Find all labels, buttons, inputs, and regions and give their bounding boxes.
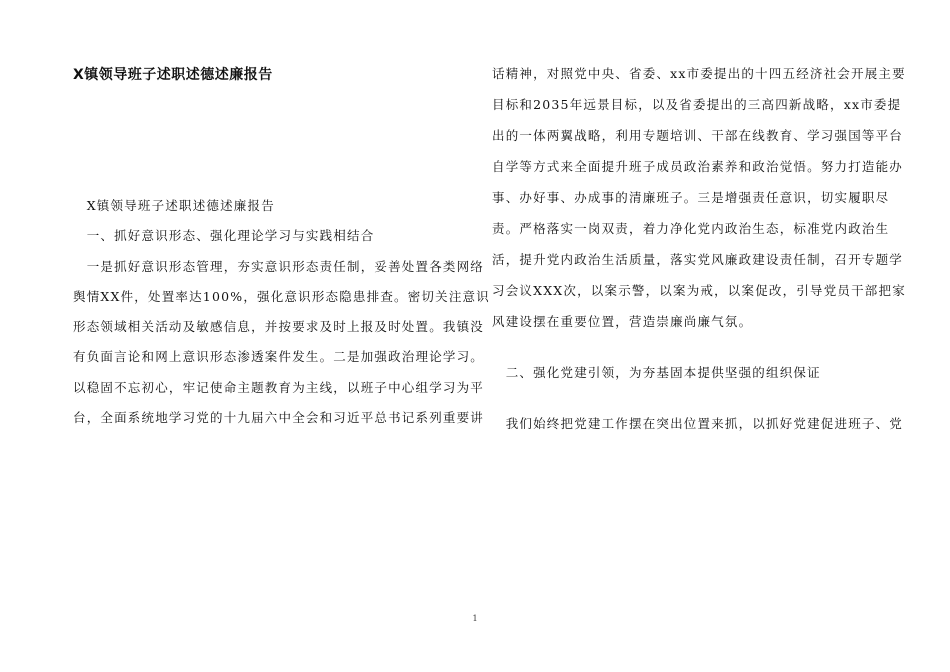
section-heading-2: 二、强化党建引领，为夯基固本提供坚强的组织保证 — [492, 365, 821, 380]
left-column — [73, 196, 490, 438]
section-heading-1: 一、抓好意识形态、强化理论学习与实践相结合 — [73, 228, 375, 244]
paragraph-line: 活，提升党内政治生活质量，落实党风廉政建设责任制，召开专题学 — [492, 252, 904, 267]
paragraph-line: 形态领域相关活动及敏感信息，并按要求及时上报及时处置。我镇没 — [73, 319, 485, 335]
paragraph-line: 自学等方式来全面提升班子成员政治素养和政治觉悟。努力打造能办 — [492, 159, 904, 174]
page-number: 1 — [472, 614, 478, 623]
document-title: X镇领导班子述职述德述廉报告 — [73, 67, 273, 83]
paragraph-line: 台，全面系统地学习党的十九届六中全会和习近平总书记系列重要讲 — [73, 410, 485, 426]
paragraph-line: 话精神，对照党中央、省委、xx市委提出的十四五经济社会开展主要 — [492, 66, 906, 81]
paragraph-line: 习会议XXX次，以案示警，以案为戒，以案促改，引导党员干部把家 — [492, 283, 906, 298]
paragraph-line: 一是抓好意识形态管理，夯实意识形态责任制，妥善处置各类网络 — [73, 258, 485, 274]
paragraph-line: 以稳固不忘初心，牢记使命主题教育为主线，以班子中心组学习为平 — [73, 379, 485, 395]
paragraph-line: 目标和2035年远景目标，以及省委提出的三高四新战略，xx市委提 — [492, 97, 902, 112]
paragraph-line: 责。严格落实一岗双责，着力净化党内政治生态，标准党内政治生 — [492, 221, 890, 236]
paragraph-line: 事、办好事、办成事的清廉班子。三是增强责任意识，切实履职尽 — [492, 190, 890, 205]
paragraph-gap — [492, 343, 884, 363]
paragraph-line: 我们始终把党建工作摆在突出位置来抓，以抓好党建促进班子、党 — [492, 416, 904, 431]
paragraph-gap — [492, 394, 884, 414]
subtitle-line: X镇领导班子述职述德述廉报告 — [73, 198, 275, 213]
paragraph-line: 舆情XX件，处置率达100%，强化意识形态隐患排查。密切关注意识 — [73, 288, 490, 304]
paragraph-line: 风建设摆在重要位置，营造崇廉尚廉气氛。 — [492, 314, 753, 329]
paragraph-line: 出的一体两翼战略，利用专题培训、干部在线教育、学习强国等平台 — [492, 128, 904, 143]
right-column — [492, 64, 906, 445]
paragraph-line: 有负面言论和网上意识形态渗透案件发生。二是加强政治理论学习。 — [73, 349, 485, 365]
